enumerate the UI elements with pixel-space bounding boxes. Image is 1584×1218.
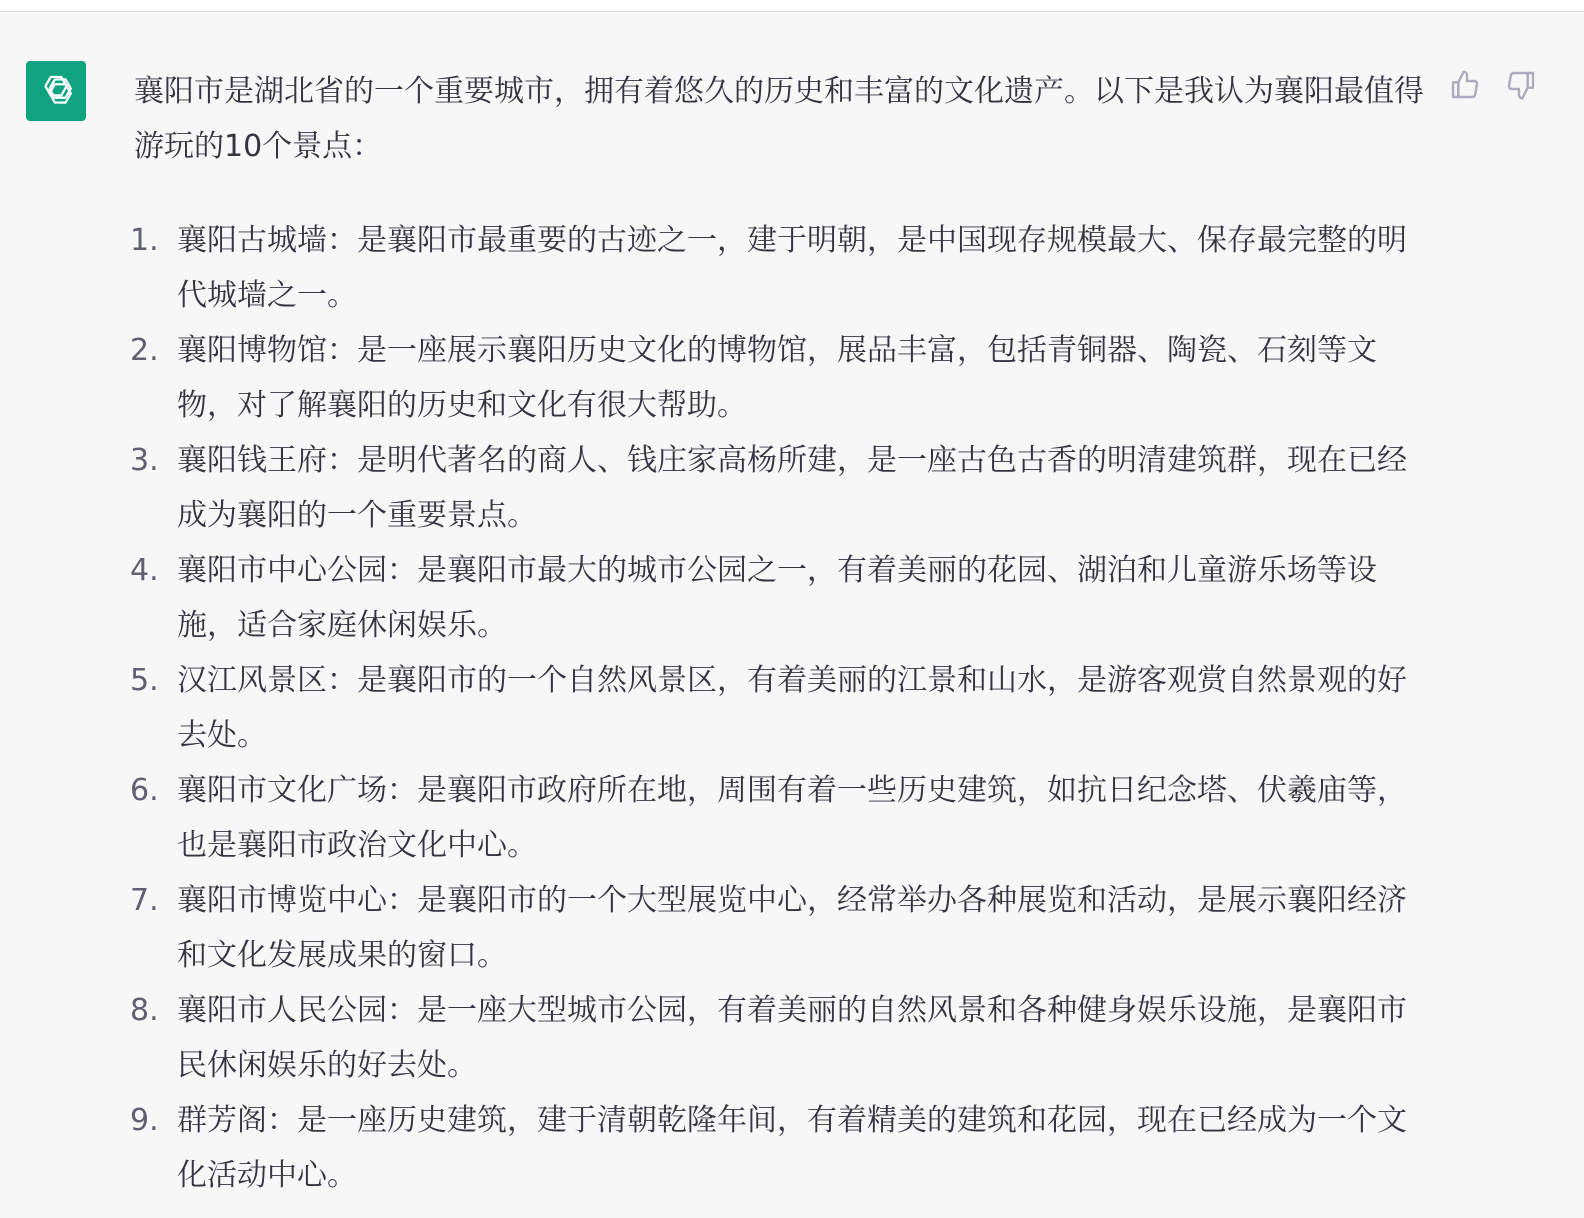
list-item bbox=[130, 213, 1424, 323]
list-item bbox=[130, 653, 1424, 763]
thumbs-down-icon bbox=[1505, 69, 1537, 101]
list-item-number: 6. bbox=[130, 773, 159, 808]
list-item-text: 襄阳钱王府：是明代著名的商人、钱庄家高杨所建，是一座古色古香的明清建筑群，现在已经成为襄阳的一个重要景点。 bbox=[177, 443, 1407, 533]
top-divider bbox=[0, 0, 1584, 12]
list-item bbox=[130, 763, 1424, 873]
list-item-number: 9. bbox=[130, 1103, 159, 1138]
list-item bbox=[130, 323, 1424, 433]
assistant-message bbox=[130, 64, 1424, 1203]
list-item-text: 襄阳博物馆：是一座展示襄阳历史文化的博物馆，展品丰富，包括青铜器、陶瓷、石刻等文物，对了解襄阳的历史和文化有很大帮助。 bbox=[177, 333, 1377, 423]
list-item-text: 襄阳市文化广场：是襄阳市政府所在地，周围有着一些历史建筑，如抗日纪念塔、伏羲庙等，也是襄阳市政治文化中心。 bbox=[177, 773, 1407, 863]
list-item-number: 3. bbox=[130, 443, 159, 478]
list-item-text: 襄阳市博览中心：是襄阳市的一个大型展览中心，经常举办各种展览和活动，是展示襄阳经济和文化发展成果的窗口。 bbox=[177, 883, 1407, 973]
list-item-number: 8. bbox=[130, 993, 159, 1028]
list-item-number: 2. bbox=[130, 333, 159, 368]
list-item bbox=[130, 873, 1424, 983]
list-item bbox=[130, 433, 1424, 543]
list-item-number: 1. bbox=[130, 223, 159, 258]
list-item-number: 7. bbox=[130, 883, 159, 918]
list-item bbox=[130, 543, 1424, 653]
list-item-text: 群芳阁：是一座历史建筑，建于清朝乾隆年间，有着精美的建筑和花园，现在已经成为一个文化活动中心。 bbox=[177, 1103, 1407, 1193]
list-item-text: 襄阳古城墙：是襄阳市最重要的古迹之一，建于明朝，是中国现存规模最大、保存最完整的明代城墙之一。 bbox=[177, 223, 1407, 313]
list-item-text: 襄阳市人民公园：是一座大型城市公园，有着美丽的自然风景和各种健身娱乐设施，是襄阳市民休闲娱乐的好去处。 bbox=[177, 993, 1407, 1083]
list-item bbox=[130, 1093, 1424, 1203]
list-item-text: 襄阳市中心公园：是襄阳市最大的城市公园之一，有着美丽的花园、湖泊和儿童游乐场等设施，适合家庭休闲娱乐。 bbox=[177, 553, 1377, 643]
attractions-list bbox=[130, 213, 1424, 1203]
dislike-button[interactable] bbox=[1504, 68, 1538, 102]
list-item-number: 5. bbox=[130, 663, 159, 698]
list-item-text: 汉江风景区：是襄阳市的一个自然风景区，有着美丽的江景和山水，是游客观赏自然景观的好去处。 bbox=[177, 663, 1407, 753]
message-intro: 襄阳市是湖北省的一个重要城市，拥有着悠久的历史和丰富的文化遗产。以下是我认为襄阳最值得游玩的10个景点： bbox=[134, 74, 1424, 164]
list-item-number: 4. bbox=[130, 553, 159, 588]
like-button[interactable] bbox=[1448, 68, 1482, 102]
openai-logo-icon bbox=[34, 69, 78, 113]
list-item bbox=[130, 983, 1424, 1093]
assistant-avatar bbox=[26, 61, 86, 121]
thumbs-up-icon bbox=[1449, 69, 1481, 101]
